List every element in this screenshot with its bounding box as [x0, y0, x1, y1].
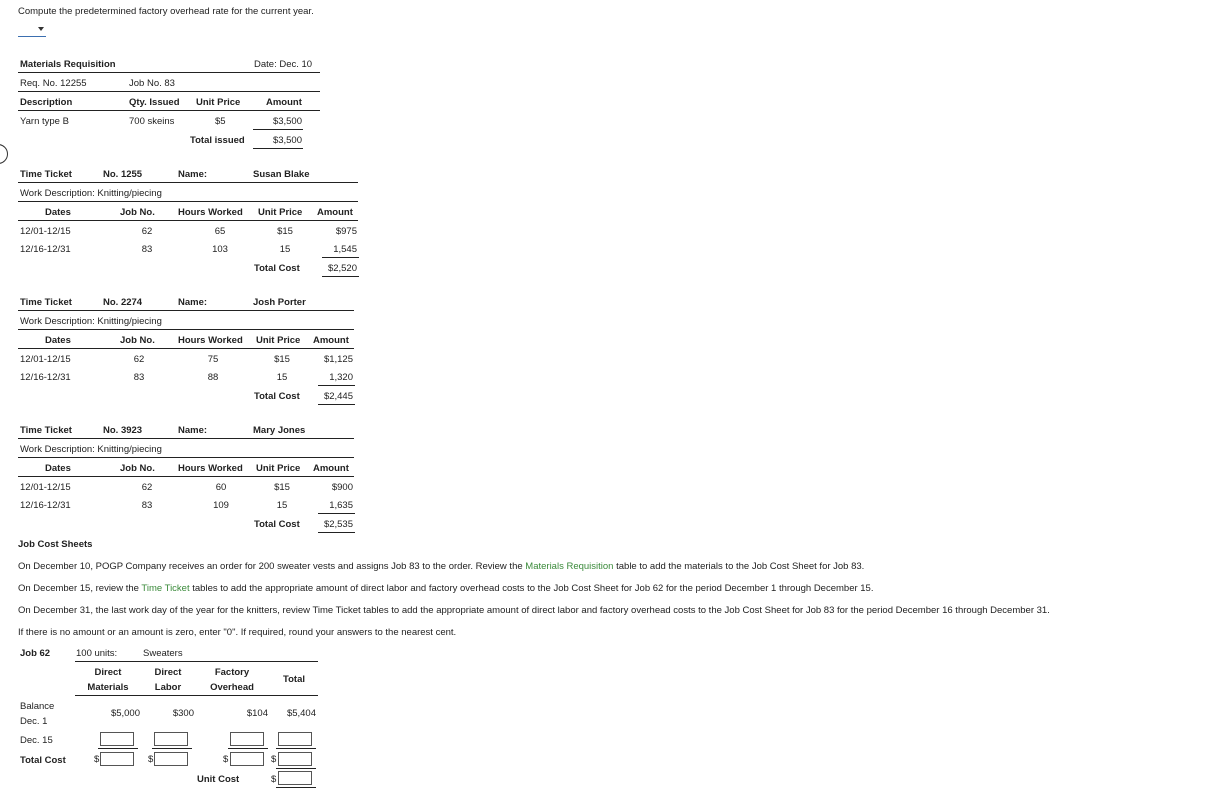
p2-text-end: tables to add the appropriate amount of direct labor and factory overhead costs to the Job Cost Sheet for Job 62 for the period December 1 through December 15. [189, 583, 874, 594]
tt-row-job: 83 [133, 372, 145, 383]
dec15-dm-input[interactable] [100, 732, 134, 746]
tt-row-hours: 103 [212, 244, 228, 255]
dec15-dl-input[interactable] [154, 732, 188, 746]
tt-label: Time Ticket [20, 169, 72, 180]
tt-header-hours: Hours Worked [178, 463, 243, 474]
tt-work-desc: Work Description: Knitting/piecing [20, 444, 162, 455]
tt-header-amount: Amount [313, 463, 349, 474]
tt-work-desc: Work Description: Knitting/piecing [20, 188, 162, 199]
mr-row-price: $5 [215, 116, 226, 127]
tt-name-label: Name: [178, 169, 208, 180]
tt-name-label: Name: [178, 297, 208, 308]
tt-total-label: Total Cost [254, 519, 300, 530]
tt-total: $2,535 [323, 519, 353, 530]
tt-header-price: Unit Price [256, 335, 301, 346]
tt-label: Time Ticket [20, 297, 72, 308]
col-total: Total [283, 674, 305, 685]
total-total-input[interactable] [278, 752, 312, 766]
dec1-dm: $5,000 [110, 708, 140, 719]
tt-row-dates: 12/01-12/15 [20, 226, 71, 237]
dollar-sign: $ [223, 754, 229, 765]
tt-name: Susan Blake [253, 169, 310, 180]
tt-header-amount: Amount [313, 335, 349, 346]
tt-row-price: $15 [277, 226, 293, 237]
tt-header-job: Job No. [120, 335, 155, 346]
mr-job-no: Job No. 83 [129, 78, 175, 89]
total-fo-input[interactable] [230, 752, 264, 766]
jcs-paragraph-3: On December 31, the last work day of the year for the knitters, review Time Ticket tables to add the appropriate amount of direct labor and factory overhead costs to the Job Cost Sheet for Job 83 for the period December 16 through December 31. [18, 605, 1050, 616]
tt-row-price: $15 [274, 482, 290, 493]
side-circle-icon [0, 144, 8, 164]
tt-row-hours: 65 [214, 226, 226, 237]
total-dl-input[interactable] [154, 752, 188, 766]
tt-row-amount: $975 [335, 226, 357, 237]
tt-header-dates: Dates [45, 335, 71, 346]
tt-row-job: 83 [141, 244, 153, 255]
tt-total: $2,520 [327, 263, 357, 274]
dec15-fo-input[interactable] [230, 732, 264, 746]
mr-row-qty: 700 skeins [129, 116, 175, 127]
tt-row-amount: 1,545 [333, 244, 357, 255]
p2-text: On December 15, review the [18, 583, 142, 594]
mr-header-description: Description [20, 97, 73, 108]
dec1-label: Dec. 1 [20, 716, 48, 727]
mr-req-no: Req. No. 12255 [20, 78, 87, 89]
dollar-sign: $ [148, 754, 154, 765]
time-ticket-link[interactable]: Time Ticket [141, 583, 190, 594]
tt-name: Mary Jones [253, 425, 306, 436]
tt-row-hours: 75 [207, 354, 219, 365]
jcs-paragraph-2 [18, 583, 873, 594]
tt-header-dates: Dates [45, 463, 71, 474]
p1-text-end: table to add the materials to the Job Cost Sheet for Job 83. [613, 561, 865, 572]
col-direct-materials-1: Direct [94, 667, 122, 678]
tt-header-price: Unit Price [258, 207, 303, 218]
tt-row-hours: 109 [213, 500, 229, 511]
mr-total-value: $3,500 [272, 135, 302, 146]
dollar-sign: $ [271, 774, 277, 785]
job62-title: Job 62 [20, 648, 51, 659]
col-direct-materials-2: Materials [87, 682, 129, 693]
col-direct-labor-1: Direct [154, 667, 182, 678]
tt-header-job: Job No. [120, 207, 155, 218]
tt-header-job: Job No. [120, 463, 155, 474]
tt-row-job: 62 [141, 482, 153, 493]
tt-row-job: 62 [133, 354, 145, 365]
dec1-total: $5,404 [286, 708, 316, 719]
job62-product: Sweaters [143, 648, 183, 659]
question-text: Compute the predetermined factory overhead rate for the current year. [18, 6, 314, 17]
tt-row-amount: 1,320 [329, 372, 353, 383]
tt-row-hours: 88 [207, 372, 219, 383]
dec1-fo: $104 [246, 708, 268, 719]
tt-row-job: 83 [141, 500, 153, 511]
mr-header-amount: Amount [266, 97, 302, 108]
tt-row-dates: 12/16-12/31 [20, 372, 71, 383]
dec1-dl: $300 [172, 708, 194, 719]
tt-row-hours: 60 [215, 482, 227, 493]
tt-row-dates: 12/01-12/15 [20, 482, 71, 493]
mr-header-qty: Qty. Issued [129, 97, 180, 108]
tt-row-job: 62 [141, 226, 153, 237]
dollar-sign: $ [271, 754, 277, 765]
col-factory-overhead-1: Factory [214, 667, 250, 678]
total-cost-label: Total Cost [20, 755, 66, 766]
mr-row-desc: Yarn type B [20, 116, 69, 127]
tt-row-price: 15 [276, 372, 288, 383]
tt-total: $2,445 [323, 391, 353, 402]
tt-total-label: Total Cost [254, 391, 300, 402]
dec15-label: Dec. 15 [20, 735, 53, 746]
materials-requisition-link[interactable]: Materials Requisition [525, 561, 614, 572]
mr-header-unit-price: Unit Price [196, 97, 241, 108]
mr-row-amount: $3,500 [272, 116, 302, 127]
mr-title: Materials Requisition [20, 59, 116, 70]
col-factory-overhead-2: Overhead [210, 682, 254, 693]
tt-header-amount: Amount [317, 207, 353, 218]
total-dm-input[interactable] [100, 752, 134, 766]
mr-total-label: Total issued [190, 135, 245, 146]
balance-label: Balance [20, 701, 55, 712]
answer-dropdown[interactable] [18, 25, 46, 37]
tt-row-amount: 1,635 [329, 500, 353, 511]
unit-cost-input[interactable] [278, 771, 312, 785]
job62-units: 100 units: [76, 648, 118, 659]
tt-label: Time Ticket [20, 425, 72, 436]
tt-no: No. 2274 [103, 297, 143, 308]
jcs-paragraph-4: If there is no amount or an amount is zero, enter "0". If required, round your answers to the nearest cent. [18, 627, 457, 638]
jcs-paragraph-1 [18, 561, 864, 572]
jcs-heading: Job Cost Sheets [18, 539, 93, 550]
tt-row-amount: $900 [331, 482, 353, 493]
tt-header-hours: Hours Worked [178, 335, 243, 346]
tt-total-label: Total Cost [254, 263, 300, 274]
tt-header-hours: Hours Worked [178, 207, 243, 218]
tt-work-desc: Work Description: Knitting/piecing [20, 316, 162, 327]
tt-name: Josh Porter [253, 297, 306, 308]
tt-no: No. 3923 [103, 425, 143, 436]
tt-row-dates: 12/16-12/31 [20, 500, 71, 511]
tt-row-amount: $1,125 [323, 354, 353, 365]
tt-row-price: 15 [276, 500, 288, 511]
p1-text: On December 10, POGP Company receives an order for 200 sweater vests and assigns Job 83 to the order. Review the [18, 561, 526, 572]
chevron-down-icon [38, 27, 44, 31]
tt-row-dates: 12/01-12/15 [20, 354, 71, 365]
dollar-sign: $ [94, 754, 100, 765]
dec15-total-input[interactable] [278, 732, 312, 746]
tt-header-price: Unit Price [256, 463, 301, 474]
tt-row-dates: 12/16-12/31 [20, 244, 71, 255]
tt-no: No. 1255 [103, 169, 143, 180]
unit-cost-label: Unit Cost [197, 774, 240, 785]
tt-row-price: $15 [274, 354, 290, 365]
mr-date: Date: Dec. 10 [254, 59, 313, 70]
col-direct-labor-2: Labor [154, 682, 182, 693]
tt-header-dates: Dates [45, 207, 71, 218]
tt-row-price: 15 [279, 244, 291, 255]
tt-name-label: Name: [178, 425, 208, 436]
